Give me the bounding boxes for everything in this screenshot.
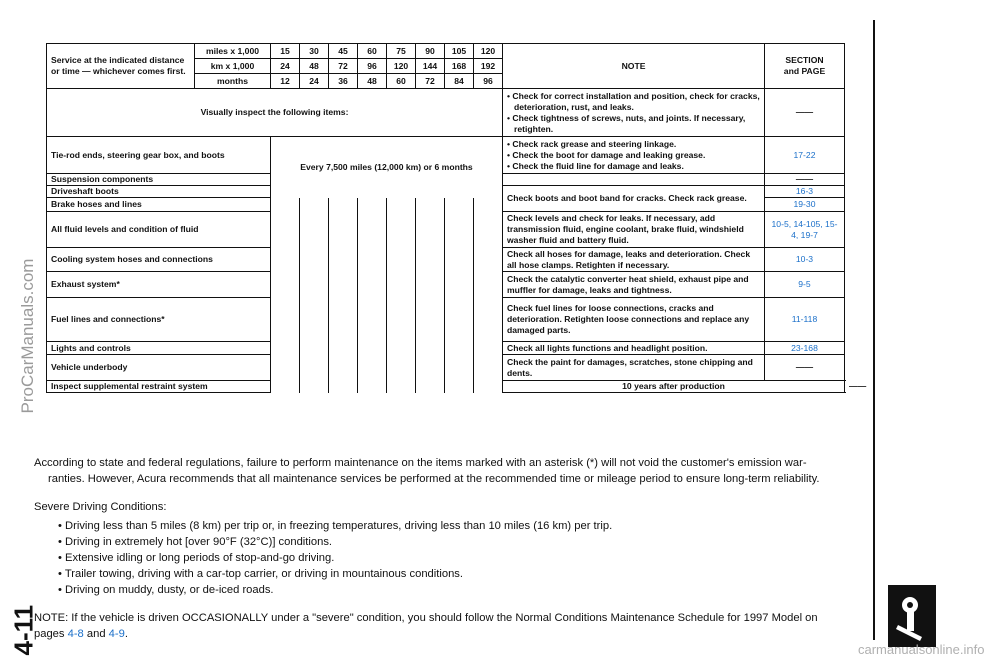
item-note: Check boots and boot band for cracks. Check rack grease. (503, 186, 765, 212)
section-page: 9-5 (765, 272, 845, 298)
header-months: months (195, 74, 271, 89)
km-cell: 192 (474, 59, 503, 74)
miles-cell: 120 (474, 44, 503, 59)
every-7500-label: Every 7,500 miles (12,000 km) or 6 months (271, 137, 503, 198)
item-note: Check the catalytic converter heat shield, exhaust pipe and muffler for damage, leaks and tightness. (503, 272, 765, 298)
km-cell: 24 (271, 59, 300, 74)
dot-column (416, 198, 445, 393)
condition-item: • Driving less than 5 miles (8 km) per trip or, in freezing temperatures, driving less than 10 miles (16 km) per trip. (58, 518, 846, 534)
item-label: Vehicle underbody (47, 355, 271, 381)
header-note: NOTE (503, 44, 765, 89)
maintenance-icon (888, 585, 936, 647)
item-label: Suspension components (47, 174, 271, 186)
section-page: —— (765, 174, 845, 186)
miles-cell: 45 (329, 44, 358, 59)
months-cell: 36 (329, 74, 358, 89)
item-label: Tie-rod ends, steering gear box, and boots (47, 137, 271, 174)
km-cell: 48 (300, 59, 329, 74)
section-page: 10-5, 14-105, 15-4, 19-7 (765, 212, 845, 248)
ten-years-label: 10 years after production (503, 381, 845, 393)
condition-item: • Trailer towing, driving with a car-top carrier, or driving in mountainous conditions. (58, 566, 846, 582)
severe-conditions-list (34, 518, 846, 598)
months-cell: 60 (387, 74, 416, 89)
page-link-4-9[interactable]: 4-9 (108, 628, 125, 640)
km-cell: 96 (358, 59, 387, 74)
page-right-rule (873, 20, 875, 640)
months-cell: 48 (358, 74, 387, 89)
item-label: All fluid levels and condition of fluid (47, 212, 271, 248)
miles-cell: 90 (416, 44, 445, 59)
watermark-text: ProCarManuals.com (18, 258, 37, 414)
dot-column (358, 198, 387, 393)
brand-watermark: carmanualsonline.info (858, 642, 984, 657)
page-number: 4-11 (8, 604, 39, 656)
section-page: 11-118 (765, 298, 845, 342)
item-label: Lights and controls (47, 342, 271, 355)
item-note: • Check rack grease and steering linkage. • Check the boot for damage and leaking grease. • Check the fluid line for damage and leaks. (503, 137, 765, 174)
dot-column (445, 198, 474, 393)
miles-cell: 105 (445, 44, 474, 59)
months-cell: 96 (474, 74, 503, 89)
section-page: 19-30 (765, 198, 845, 212)
severe-conditions-title: Severe Driving Conditions: (34, 501, 167, 513)
dot-column (387, 198, 416, 393)
miles-cell: 60 (358, 44, 387, 59)
item-label: Exhaust system* (47, 272, 271, 298)
section-page: 16-3 (765, 186, 845, 198)
header-miles: miles x 1,000 (195, 44, 271, 59)
item-note: Check all lights functions and headlight position. (503, 342, 765, 355)
miles-cell: 30 (300, 44, 329, 59)
item-label: Driveshaft boots (47, 186, 271, 198)
section-page: 10-3 (765, 248, 845, 272)
page-link-4-8[interactable]: 4-8 (67, 628, 84, 640)
header-km: km x 1,000 (195, 59, 271, 74)
dot-column (300, 198, 329, 393)
maintenance-schedule-table: Service at the indicated distance or time — whichever comes first. miles x 1,000 15 30 45 60 75 90 105 120 NOTE SECTION and PAGE km x 1,000 24 48 72 96 120 144 168 192 months 12 24 36 48 60 72 84 96 Visually inspect the following items: • Check for correct installation and position, check for cracks, deterioration, rust, and leaks. • Check tightness of screws, nuts, and joints. If necessary, retighten. —— Tie-rod ends, steering gear box, and boots Every 7,500 miles (12,000 km) or 6 months • Check rack grease and steering linkage. • Check the boot for damage and leaking grease. • Check the fluid line for damage and leaks. 17-22 Suspension components —— Driveshaft boots Check boots and boot band for cracks. Check rack grease. 16-3 Brake hoses and lines 19-30 All fluid levels and condition of fluid Check levels and check for leaks. If necessary, add transmission fluid, engine coolant, brake fluid, windshield washer fluid and battery fluid. 10-5, 14-105, 15-4, 19-7 Cooling system hoses and connections Check all hoses for damage, leaks and deterioration. Check all hose clamps. Retighten if necessary. 10-3 Exhaust system* Check the catalytic converter heat shield, exhaust pipe and muffler for damage, leaks and tightness. 9-5 Fuel lines and connections* Check fuel lines for loose connections, cracks and deterioration. Retighten loose connections and replace any damaged parts. 11-118 Lights and controls Check all lights functions and headlight position. 23-168 Vehicle underbody Check the paint for damages, scratches, stone chipping and dents. —— Inspect supplemental restraint system 10 years after production —— (46, 43, 845, 393)
header-section-page: SECTION and PAGE (765, 44, 845, 89)
dot-column (329, 198, 358, 393)
item-note: Check fuel lines for loose connections, cracks and deterioration. Retighten loose connections and replace any damaged parts. (503, 298, 765, 342)
km-cell: 144 (416, 59, 445, 74)
condition-item: • Driving on muddy, dusty, or de-iced roads. (58, 582, 846, 598)
item-label: Brake hoses and lines (47, 198, 271, 212)
item-note: Check the paint for damages, scratches, stone chipping and dents. (503, 355, 765, 381)
general-note-cell (503, 89, 765, 137)
emission-paragraph: According to state and federal regulations, failure to perform maintenance on the items marked with an asterisk (*) will not void the customer's emission war- ranties. However, Acura recommends that all maintenance services be performed at the recommended time or mileage period to ensure long-term reliability. (34, 457, 820, 485)
section-page: —— (765, 355, 845, 381)
km-cell: 168 (445, 59, 474, 74)
dot-column (271, 198, 300, 393)
condition-item: • Driving in extremely hot [over 90°F (32°C)] conditions. (58, 534, 846, 550)
body-text (34, 455, 846, 642)
general-note-line: • Check for correct installation and position, check for cracks, deterioration, rust, and leaks. (507, 90, 760, 112)
km-cell: 120 (387, 59, 416, 74)
months-cell: 12 (271, 74, 300, 89)
miles-cell: 75 (387, 44, 416, 59)
condition-item: • Extensive idling or long periods of stop-and-go driving. (58, 550, 846, 566)
header-service-interval: Service at the indicated distance or time — whichever comes first. (47, 44, 195, 89)
months-cell: 72 (416, 74, 445, 89)
section-page: 17-22 (765, 137, 845, 174)
km-cell: 72 (329, 59, 358, 74)
months-cell: 24 (300, 74, 329, 89)
item-note (503, 174, 765, 186)
months-cell: 84 (445, 74, 474, 89)
item-note: Check all hoses for damage, leaks and deterioration. Check all hose clamps. Retighten if necessary. (503, 248, 765, 272)
dot-column (474, 198, 503, 393)
item-label: Inspect supplemental restraint system (47, 381, 271, 393)
general-note-line: • Check tightness of screws, nuts, and joints. If necessary, retighten. (507, 112, 746, 134)
section-page: 23-168 (765, 342, 845, 355)
item-label: Fuel lines and connections* (47, 298, 271, 342)
note-paragraph: NOTE: If the vehicle is driven OCCASIONALLY under a "severe" condition, you should follow the Normal Conditions Maintenance Schedule for 1997 Model on pages 4-8 and 4-9. (34, 612, 818, 640)
miles-cell: 15 (271, 44, 300, 59)
general-section-page: —— (765, 89, 845, 137)
item-note: Check levels and check for leaks. If necessary, add transmission fluid, engine coolant, brake fluid, windshield washer fluid and battery fluid. (503, 212, 765, 248)
item-label: Cooling system hoses and connections (47, 248, 271, 272)
visually-inspect-label: Visually inspect the following items: (47, 89, 503, 137)
